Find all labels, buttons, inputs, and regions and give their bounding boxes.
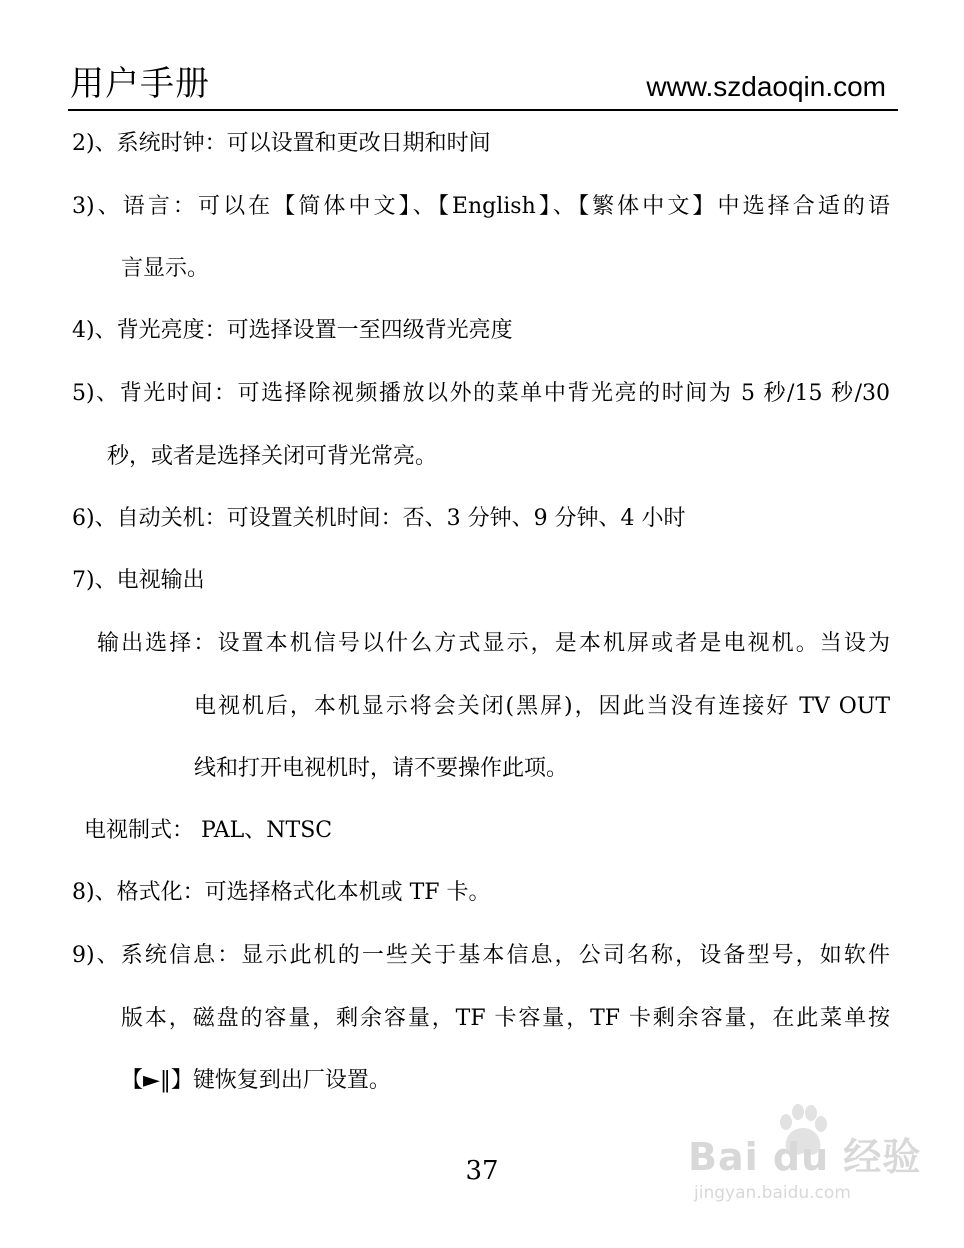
header-title: 用户手册	[70, 64, 210, 104]
line-tv-output: 7)、电视输出	[72, 568, 205, 593]
line-system-clock: 2)、系统时钟：可以设置和更改日期和时间	[72, 131, 491, 156]
line-language-cont: 言显示。	[121, 256, 210, 281]
page-number: 37	[465, 1156, 499, 1186]
line-backlight-brightness: 4)、背光亮度：可选择设置一至四级背光亮度	[72, 318, 513, 343]
line-output-select-cont2: 线和打开电视机时，请不要操作此项。	[194, 756, 569, 781]
line-backlight-time-cont: 秒，或者是选择关闭可背光常亮。	[107, 444, 438, 469]
line-system-info: 9)、系统信息：显示此机的一些关于基本信息，公司名称，设备型号，如软件	[72, 943, 890, 968]
header-url: www.szdaoqin.com	[646, 71, 886, 102]
line-output-select: 输出选择：设置本机信号以什么方式显示，是本机屏或者是电视机。当设为	[97, 631, 890, 656]
header-rule	[68, 109, 898, 111]
line-auto-shutdown: 6)、自动关机：可设置关机时间：否、3 分钟、9 分钟、4 小时	[72, 506, 686, 531]
line-system-info-cont1: 版本，磁盘的容量，剩余容量，TF 卡容量，TF 卡剩余容量，在此菜单按	[121, 1006, 890, 1031]
line-system-info-cont2: 【►‖】键恢复到出厂设置。	[121, 1068, 391, 1093]
watermark-url: jingyan.baidu.com	[694, 1183, 851, 1203]
baidu-watermark	[688, 1104, 922, 1214]
line-output-select-cont1: 电视机后，本机显示将会关闭(黑屏)，因此当没有连接好 TV OUT	[194, 694, 890, 719]
line-backlight-time: 5)、背光时间：可选择除视频播放以外的菜单中背光亮的时间为 5 秒/15 秒/30	[72, 381, 890, 406]
line-format: 8)、格式化：可选择格式化本机或 TF 卡。	[72, 880, 491, 905]
line-tv-standard: 电视制式： PAL、NTSC	[84, 818, 333, 843]
line-language: 3)、语言：可以在【简体中文】、【English】、【繁体中文】中选择合适的语	[72, 194, 890, 219]
watermark-logo: Bai du 经验	[688, 1135, 922, 1179]
